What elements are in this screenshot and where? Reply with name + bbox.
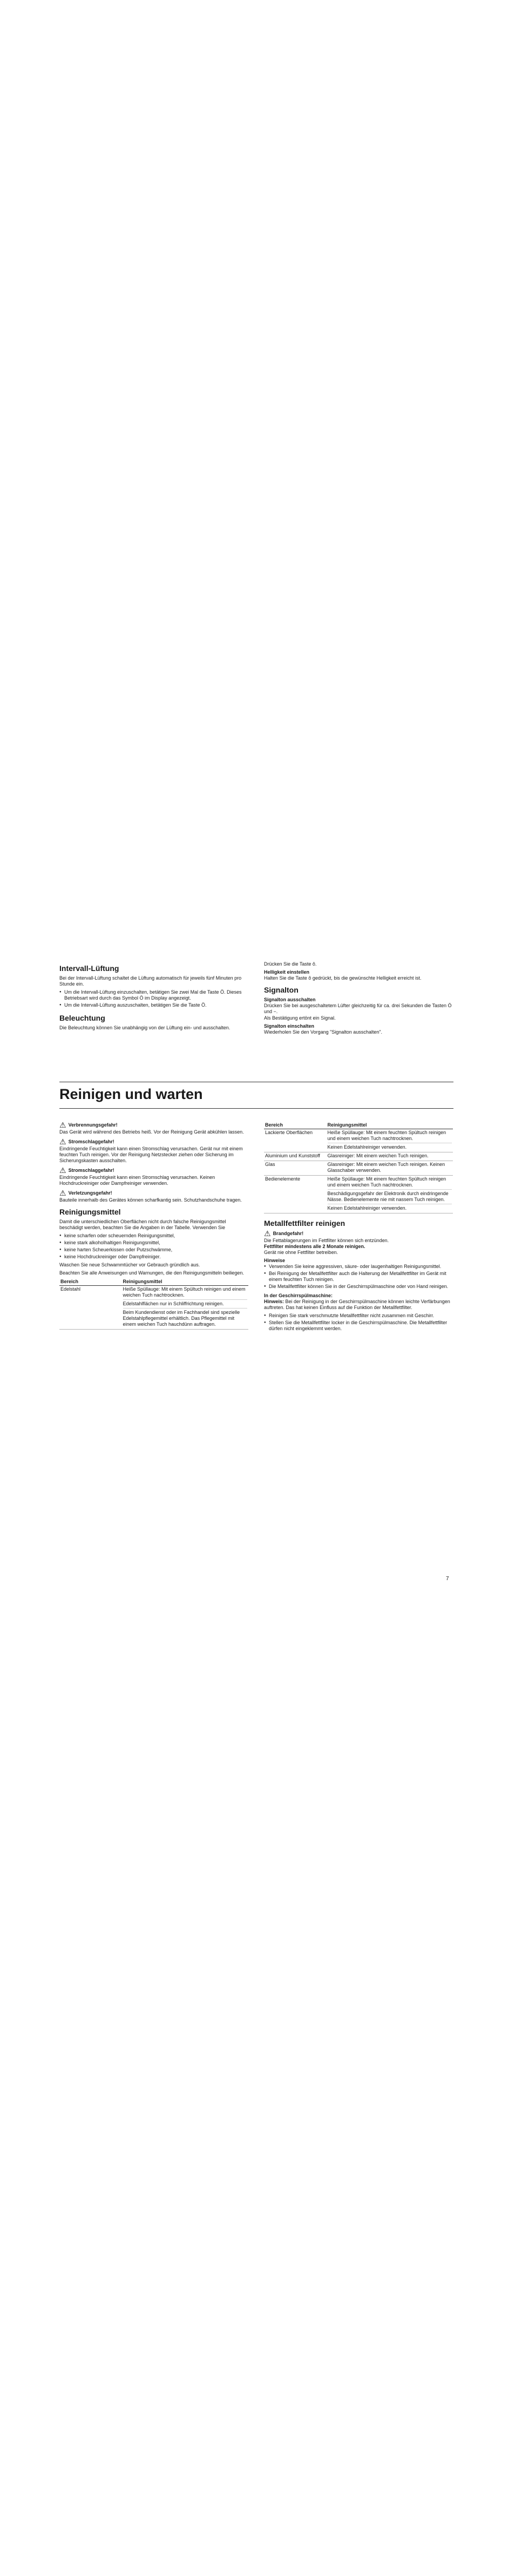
- signalton-aus-note: Als Bestätigung ertönt ein Signal.: [264, 1015, 336, 1021]
- table-row: [264, 1152, 453, 1161]
- helligkeit-title: Helligkeit einstellen: [264, 969, 310, 975]
- table-cell-agent: Heiße Spüllauge: Mit einem Spültuch reinigen und einem weichen Tuch nachtrocknen. Edelstahlflächen nur in Schliffrichtung reinigen. Beim Kundendienst oder im Fachhandel sind spezielle Edelstahlpflegemittel erhältlich. Das Pflegemittel mit einem weichen Tuch hauchdünn auftragen.: [122, 1286, 249, 1330]
- cleaning-table-left: [59, 1278, 248, 1330]
- table-cell-area: Edelstahl: [59, 1286, 122, 1330]
- warning-shock-1: ⚠ Stromschlaggefahr!: [59, 1137, 114, 1146]
- warning-triangle-icon: ⚠: [264, 1229, 271, 1238]
- table-header-agent: Reinigungsmittel: [327, 1122, 453, 1129]
- table-row: [264, 1129, 453, 1152]
- cleaning-table-right: [264, 1122, 453, 1213]
- list-item: ● Bei Reinigung der Metallfettfilter auch die Halterung der Metallfettfilter im Gerät mit einem feuchten Tuch reinigen.: [264, 1271, 453, 1283]
- reinigungsmittel-title: Reinigungsmittel: [59, 1208, 121, 1216]
- list-item: ● Verwenden Sie keine aggressiven, säure- oder laugenhaltigen Reinigungsmittel.: [264, 1264, 453, 1270]
- warning-shock-1-text: Eindringende Feuchtigkeit kann einen Stromschlag verursachen. Gerät nur mit einem feuchten Tuch reinigen. Vor der Reinigung Netzstecker ziehen oder Sicherung im Sicherungskasten ausschalten.: [59, 1146, 243, 1163]
- table-header-area: Bereich: [264, 1122, 327, 1129]
- list-item: ● keine scharfen oder scheuernden Reinigungsmittel,: [59, 1233, 248, 1239]
- helligkeit-section: [264, 961, 453, 1037]
- signalton-aus-text: Drücken Sie bei ausgeschaltetem Lüfter gleichzeitig für ca. drei Sekunden die Tasten Ö und −.: [264, 1003, 452, 1014]
- warning-shock-2: ⚠ Stromschlaggefahr!: [59, 1166, 114, 1175]
- table-cell-agent: Heiße Spüllauge: Mit einem feuchten Spültuch reinigen und einem weichen Tuch nachtrocknen. Keinen Edelstahlreiniger verwenden.: [327, 1129, 453, 1152]
- geschirr-title: In der Geschirrspülmaschine:: [264, 1293, 333, 1298]
- intervall-list: [59, 989, 248, 1008]
- warning-burn: ⚠ Verbrennungsgefahr!: [59, 1121, 118, 1129]
- table-cell-area: Glas: [264, 1161, 327, 1176]
- table-header-agent: Reinigungsmittel: [122, 1278, 249, 1286]
- table-cell-area: Aluminium und Kunststoff: [264, 1152, 327, 1161]
- warning-fire-bold: Fettfilter mindestens alle 2 Monate reinigen.: [264, 1244, 365, 1249]
- beleuchtung-text: Die Beleuchtung können Sie unabhängig von der Lüftung ein- und ausschalten.: [59, 1025, 231, 1030]
- reinigen-left-column: [59, 1122, 248, 1333]
- warning-injury: ⚠ Verletzungsgefahr!: [59, 1189, 112, 1197]
- geschirr-note-label: Hinweis:: [264, 1299, 284, 1304]
- list-item: ● Um die Intervall-Lüftung auszuschalten, betätigen Sie die Taste Ö.: [59, 1002, 248, 1008]
- metallfett-title: Metallfettfilter reinigen: [264, 1219, 345, 1228]
- warning-fire: ⚠ Brandgefahr!: [264, 1229, 304, 1238]
- hinweise-list: [264, 1264, 453, 1290]
- reinigen-right-column: [264, 1122, 453, 1334]
- list-item: ● Stellen Sie die Metallfettfilter locker in die Geschirrspülmaschine. Die Metallfettfilter dürfen nicht eingeklemmt werden.: [264, 1320, 453, 1332]
- list-item: ● keine Hochdruckreiniger oder Dampfreiniger.: [59, 1254, 248, 1260]
- table-header-area: Bereich: [59, 1278, 122, 1286]
- intervall-section: [59, 964, 248, 1033]
- table-cell-agent: Heiße Spüllauge: Mit einem feuchten Spültuch reinigen und einem weichen Tuch nachtrocknen. Beschädigungsgefahr der Elektronik durch eindringende Nässe. Bedienelemente nie mit nassem Tuch reinigen. Keinen Edelstahlreiniger verwenden.: [327, 1176, 453, 1213]
- geschirr-list: [264, 1313, 453, 1332]
- geschirr-note-text: Bei der Reinigung in der Geschirrspülmaschine können leichte Verfärbungen auftreten. Das hat keinen Einfluss auf die Funktion der Metallfettfilter.: [264, 1299, 450, 1310]
- table-cell-agent: Glasreiniger: Mit einem weichen Tuch reinigen.: [327, 1152, 453, 1161]
- geschirr-note: [264, 1299, 453, 1311]
- table-cell-agent: Glasreiniger: Mit einem weichen Tuch reinigen. Keinen Glasschaber verwenden.: [327, 1161, 453, 1176]
- signalton-title: Signalton: [264, 986, 299, 994]
- list-item: ● Die Metallfettfilter können Sie in der Geschirrspülmaschine oder von Hand reinigen.: [264, 1284, 453, 1290]
- signalton-ein-text: Wiederholen Sie den Vorgang "Signalton ausschalten".: [264, 1029, 383, 1035]
- table-cell-area: Lackierte Oberflächen: [264, 1129, 327, 1152]
- warning-triangle-icon: ⚠: [59, 1121, 66, 1129]
- warning-fire-text-2: Gerät nie ohne Fettfilter betreiben.: [264, 1250, 338, 1255]
- table-row: [264, 1176, 453, 1213]
- signalton-ein-title: Signalton einschalten: [264, 1023, 315, 1029]
- page-number: 7: [446, 1576, 449, 1582]
- table-row: [59, 1286, 248, 1330]
- helligkeit-text: Halten Sie die Taste ô gedrückt, bis die gewünschte Helligkeit erreicht ist.: [264, 975, 422, 981]
- signalton-aus-title: Signalton ausschalten: [264, 997, 316, 1002]
- reinigungsmittel-text: Damit die unterschiedlichen Oberflächen nicht durch falsche Reinigungsmittel beschädigt werden, beachten Sie die Angaben in der Tabelle. Verwenden Sie: [59, 1219, 226, 1230]
- list-item: ● keine harten Scheuerkissen oder Putzschwämme,: [59, 1247, 248, 1253]
- hinweise-title: Hinweise: [264, 1258, 286, 1263]
- warning-burn-text: Das Gerät wird während des Betriebs heiß. Vor der Reinigung Gerät abkühlen lassen.: [59, 1129, 244, 1135]
- table-cell-area: Bedienelemente: [264, 1176, 327, 1213]
- warning-shock-2-text: Eindringende Feuchtigkeit kann einen Stromschlag verursachen. Keinen Hochdruckreiniger oder Dampfreiniger verwenden.: [59, 1175, 215, 1186]
- table-row: [264, 1161, 453, 1176]
- list-item: ● Reinigen Sie stark verschmutzte Metallfettfilter nicht zusammen mit Geschirr.: [264, 1313, 453, 1319]
- wash-text: Waschen Sie neue Schwammtücher vor Gebrauch gründlich aus.: [59, 1262, 200, 1267]
- druecken-line: Drücken Sie die Taste ô.: [264, 961, 317, 967]
- warning-triangle-icon: ⚠: [59, 1166, 66, 1175]
- warning-triangle-icon: ⚠: [59, 1189, 66, 1197]
- warning-injury-text: Bauteile innerhalb des Gerätes können scharfkantig sein. Schutzhandschuhe tragen.: [59, 1197, 242, 1203]
- section-title-underline: [59, 1108, 453, 1109]
- list-item: ● Um die Intervall-Lüftung einzuschalten, betätigen Sie zwei Mal die Taste Ö. Dieses Betriebsart wird durch das Symbol Ö im Display angezeigt.: [59, 989, 248, 1001]
- intervall-text: Bei der Intervall-Lüftung schaltet die Lüftung automatisch für jeweils fünf Minuten pro Stunde ein.: [59, 975, 242, 987]
- list-item: ● keine stark alkoholhaltigen Reinigungsmittel,: [59, 1240, 248, 1246]
- beleuchtung-title: Beleuchtung: [59, 1014, 105, 1022]
- reinigungsmittel-list: [59, 1233, 248, 1260]
- instructions-note: Beachten Sie alle Anweisungen und Warnungen, die den Reinigungsmitteln beiliegen.: [59, 1270, 244, 1276]
- warning-fire-text: Die Fettablagerungen im Fettfilter können sich entzünden.: [264, 1238, 389, 1243]
- warning-triangle-icon: ⚠: [59, 1137, 66, 1146]
- section-title: Reinigen und warten: [59, 1086, 203, 1102]
- intervall-title: Intervall-Lüftung: [59, 964, 119, 973]
